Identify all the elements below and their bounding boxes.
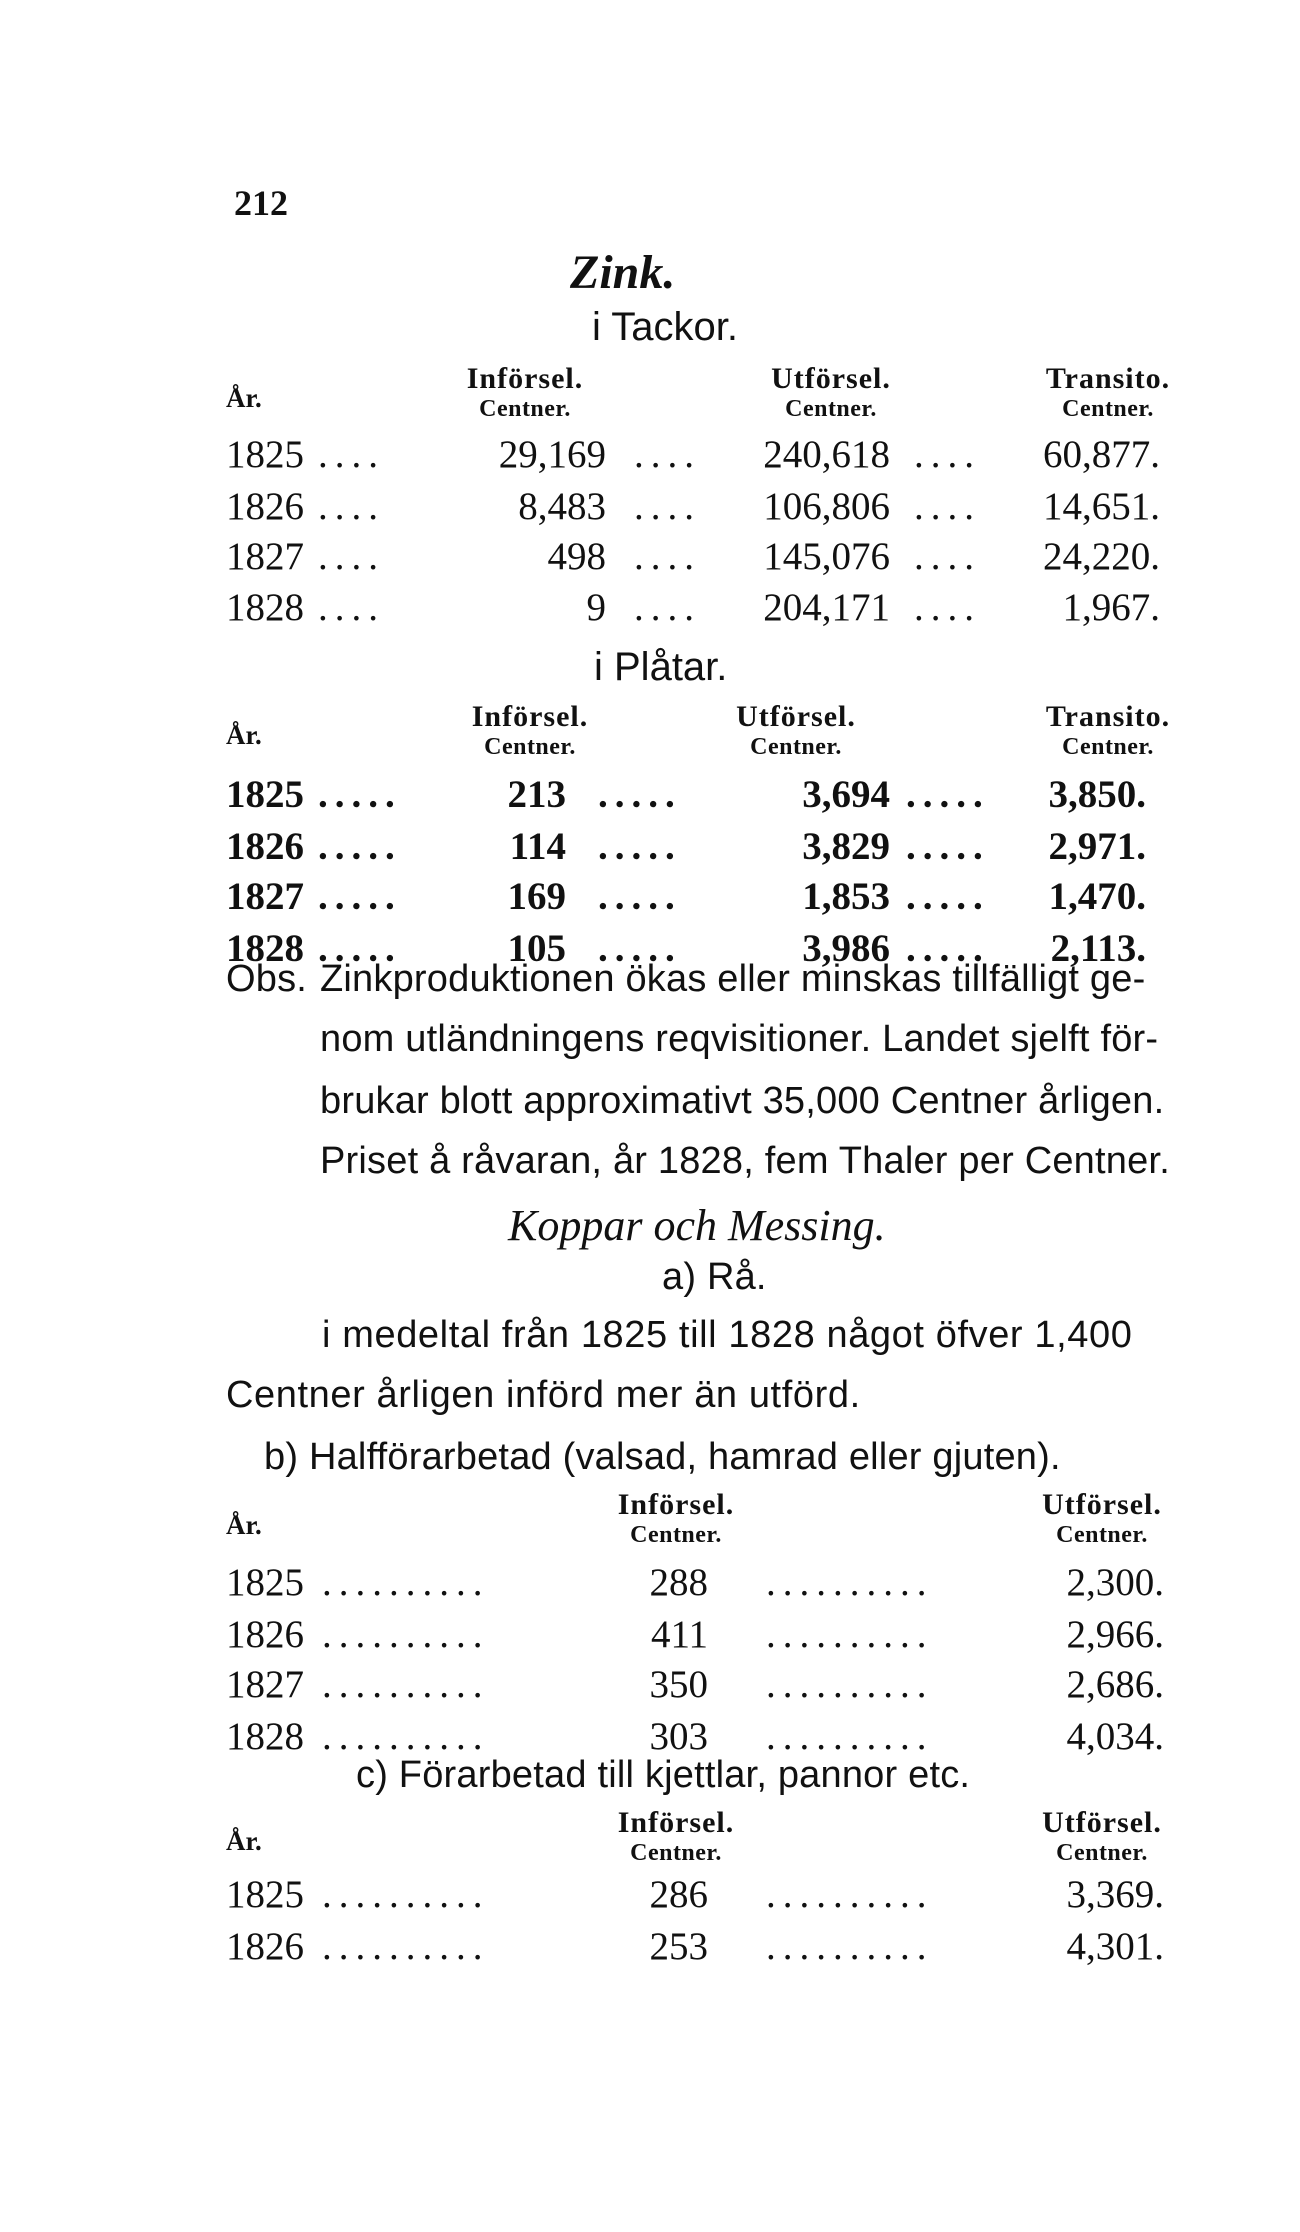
row-value: 8,483 [518, 485, 606, 528]
row-value: 286 [649, 1873, 708, 1916]
leader-dots: .... [914, 586, 981, 629]
leader-dots: ..... [318, 825, 402, 868]
leader-dots: .... [318, 485, 385, 528]
leader-dots: ..... [906, 825, 990, 868]
leader-dots: .... [914, 485, 981, 528]
koppar-b-label: b) Halfförarbetad (valsad, hamrad eller gjuten). [264, 1436, 1061, 1478]
leader-dots: ..... [598, 875, 682, 918]
obs-line-1: Zinkproduktionen ökas eller minskas tillfälligt ge- [320, 958, 1146, 1000]
row-value: 303 [649, 1715, 708, 1758]
row-year: 1826 [226, 485, 304, 528]
leader-dots: .......... [766, 1873, 934, 1916]
section-title: Zink. [570, 246, 676, 299]
leader-dots: ..... [318, 875, 402, 918]
row-year: 1827 [226, 535, 304, 578]
row-value: 2,686. [1066, 1663, 1164, 1706]
obs-line-2: nom utländningens reqvisitioner. Landet sjelft för- [320, 1018, 1159, 1060]
leader-dots: .......... [766, 1561, 934, 1604]
tackor-year-header: År. [226, 383, 262, 413]
tackor-subtitle: i Tackor. [592, 305, 738, 349]
platar-year-header: År. [226, 720, 262, 750]
row-value: 105 [507, 927, 566, 970]
row-value: 114 [509, 825, 566, 868]
koppar-title: Koppar och Messing. [508, 1201, 886, 1250]
row-value: 2,971. [1048, 825, 1146, 868]
page-number: 212 [234, 183, 288, 223]
row-value: 288 [649, 1561, 708, 1604]
leader-dots: .......... [766, 1613, 934, 1656]
tackor-col-infoersel: Införsel. Centner. [466, 362, 584, 422]
row-value: 350 [649, 1663, 708, 1706]
leader-dots: ..... [598, 773, 682, 816]
row-year: 1826 [226, 1925, 304, 1968]
row-value: 24,220. [1043, 535, 1160, 578]
row-value: 3,369. [1066, 1873, 1164, 1916]
leader-dots: .......... [766, 1925, 934, 1968]
leader-dots: .......... [322, 1663, 490, 1706]
platar-col-utfoersel: Utförsel. Centner. [736, 700, 856, 760]
leader-dots: ..... [598, 927, 682, 970]
koppar-c-col-utfoersel: Utförsel. Centner. [1042, 1806, 1162, 1866]
row-value: 9 [586, 586, 606, 629]
leader-dots: .... [318, 433, 385, 476]
leader-dots: .......... [322, 1561, 490, 1604]
row-value: 240,618 [763, 433, 890, 476]
row-value: 106,806 [763, 485, 890, 528]
koppar-c-col-infoersel: Införsel. Centner. [617, 1806, 735, 1866]
row-year: 1828 [226, 586, 304, 629]
leader-dots: .......... [322, 1873, 490, 1916]
obs-label: Obs. [226, 958, 308, 1000]
row-year: 1827 [226, 1663, 304, 1706]
row-value: 3,850. [1048, 773, 1146, 816]
row-year: 1825 [226, 1873, 304, 1916]
obs-line-4: Priset å råvaran, år 1828, fem Thaler per Centner. [320, 1140, 1170, 1182]
row-value: 2,113. [1050, 927, 1146, 970]
leader-dots: ..... [318, 927, 402, 970]
leader-dots: .... [634, 535, 701, 578]
row-year: 1825 [226, 773, 304, 816]
row-value: 1,853 [802, 875, 890, 918]
leader-dots: ..... [318, 773, 402, 816]
row-value: 1,967. [1062, 586, 1160, 629]
leader-dots: .... [634, 586, 701, 629]
row-value: 4,301. [1066, 1925, 1164, 1968]
row-value: 498 [547, 535, 606, 578]
platar-col-infoersel: Införsel. Centner. [471, 700, 589, 760]
koppar-a-label: a) Rå. [662, 1256, 767, 1298]
leader-dots: .... [318, 586, 385, 629]
row-value: 14,651. [1043, 485, 1160, 528]
leader-dots: .... [318, 535, 385, 578]
row-year: 1827 [226, 875, 304, 918]
row-value: 204,171 [763, 586, 890, 629]
leader-dots: .... [914, 535, 981, 578]
leader-dots: ..... [906, 927, 990, 970]
row-value: 411 [650, 1613, 708, 1656]
koppar-c-year-header: År. [226, 1826, 262, 1856]
row-value: 213 [507, 773, 566, 816]
koppar-c-label: c) Förarbetad till kjettlar, pannor etc. [356, 1754, 971, 1796]
platar-col-transito: Transito. Centner. [1045, 700, 1171, 760]
koppar-a-line-1: i medeltal från 1825 till 1828 något öfver 1,400 [322, 1314, 1133, 1356]
koppar-b-year-header: År. [226, 1510, 262, 1540]
leader-dots: .......... [766, 1663, 934, 1706]
row-value: 1,470. [1048, 875, 1146, 918]
row-value: 253 [649, 1925, 708, 1968]
leader-dots: ..... [906, 875, 990, 918]
row-year: 1825 [226, 433, 304, 476]
leader-dots: .......... [322, 1613, 490, 1656]
obs-line-3: brukar blott approximativt 35,000 Centner årligen. [320, 1080, 1165, 1122]
koppar-b-col-utfoersel: Utförsel. Centner. [1042, 1488, 1162, 1548]
row-year: 1826 [226, 1613, 304, 1656]
row-year: 1828 [226, 1715, 304, 1758]
platar-subtitle: i Plåtar. [594, 645, 728, 689]
tackor-col-utfoersel: Utförsel. Centner. [771, 362, 891, 422]
row-value: 3,829 [802, 825, 890, 868]
koppar-b-col-infoersel: Införsel. Centner. [617, 1488, 735, 1548]
row-value: 3,986 [802, 927, 890, 970]
koppar-a-line-2: Centner årligen införd mer än utförd. [226, 1374, 861, 1416]
leader-dots: .......... [766, 1715, 934, 1758]
leader-dots: .... [914, 433, 981, 476]
row-value: 4,034. [1066, 1715, 1164, 1758]
leader-dots: .......... [322, 1925, 490, 1968]
row-value: 169 [507, 875, 566, 918]
leader-dots: .... [634, 433, 701, 476]
row-value: 60,877. [1043, 433, 1160, 476]
row-value: 2,300. [1066, 1561, 1164, 1604]
leader-dots: .......... [322, 1715, 490, 1758]
row-year: 1826 [226, 825, 304, 868]
row-value: 29,169 [498, 433, 606, 476]
leader-dots: .... [634, 485, 701, 528]
leader-dots: ..... [906, 773, 990, 816]
leader-dots: ..... [598, 825, 682, 868]
tackor-col-transito: Transito. Centner. [1045, 362, 1171, 422]
row-year: 1825 [226, 1561, 304, 1604]
row-value: 2,966. [1066, 1613, 1164, 1656]
row-value: 3,694 [802, 773, 890, 816]
row-year: 1828 [226, 927, 304, 970]
row-value: 145,076 [763, 535, 890, 578]
